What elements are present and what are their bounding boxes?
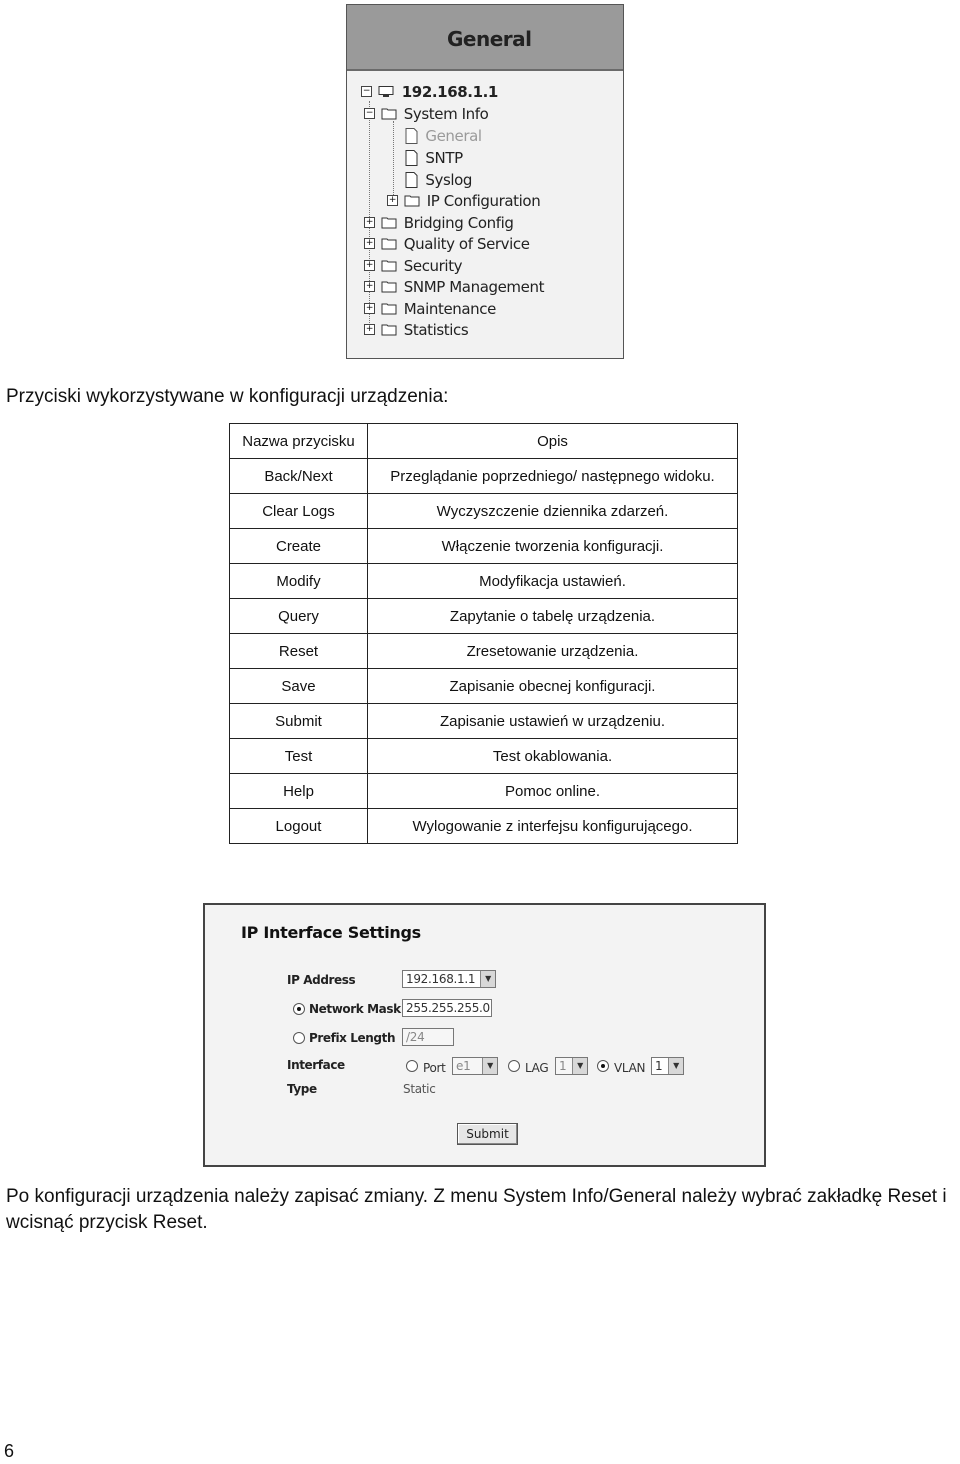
- tree-item-label: 192.168.1.1: [401, 82, 498, 101]
- ip-address-select[interactable]: [402, 970, 496, 988]
- network-mask-radio[interactable]: [293, 1003, 305, 1015]
- page-number: 6: [4, 1441, 15, 1461]
- dropdown-arrow-icon[interactable]: ▼: [480, 971, 495, 987]
- table-row: [230, 634, 738, 669]
- expand-icon[interactable]: +: [365, 281, 374, 291]
- tree-item-label: Syslog: [425, 170, 473, 189]
- table-row: [230, 459, 738, 494]
- port-value: e1: [456, 1059, 471, 1073]
- tree-item-label: Security: [403, 256, 463, 275]
- ip-address-label: IP Address: [287, 973, 356, 987]
- button-name: Logout: [230, 809, 368, 844]
- dropdown-arrow-icon[interactable]: ▼: [482, 1058, 497, 1074]
- button-name: Help: [230, 774, 368, 809]
- type-label: Type: [287, 1082, 317, 1096]
- button-desc: Pomoc online.: [368, 774, 738, 809]
- header-desc: Opis: [368, 424, 738, 459]
- table-row: [230, 564, 738, 599]
- folder-icon: [381, 280, 397, 293]
- submit-button[interactable]: Submit: [457, 1123, 518, 1145]
- folder-icon: [381, 302, 397, 315]
- tree-menu-screenshot: [346, 4, 624, 359]
- prefix-length-label: Prefix Length: [309, 1031, 396, 1045]
- expand-icon[interactable]: +: [365, 324, 374, 334]
- button-name: Create: [230, 529, 368, 564]
- expand-icon[interactable]: +: [388, 195, 397, 205]
- tree-item-ip-configuration[interactable]: [387, 190, 540, 210]
- tree-item-bridging-config[interactable]: [364, 212, 514, 232]
- port-select[interactable]: [452, 1057, 498, 1075]
- button-name: Reset: [230, 634, 368, 669]
- folder-icon: [381, 237, 397, 250]
- prefix-length-value: /24: [406, 1030, 425, 1044]
- expand-icon[interactable]: +: [365, 238, 374, 248]
- tree-item-quality-of-service[interactable]: [364, 233, 530, 253]
- section-heading: Przyciski wykorzystywane w konfiguracji urządzenia:: [6, 386, 449, 407]
- page-icon: [405, 172, 418, 188]
- table-row: [230, 704, 738, 739]
- vlan-select[interactable]: [651, 1057, 684, 1075]
- page-icon: [405, 128, 418, 144]
- button-name: Clear Logs: [230, 494, 368, 529]
- button-desc: Włączenie tworzenia konfiguracji.: [368, 529, 738, 564]
- button-name: Modify: [230, 564, 368, 599]
- tree-item-label: Statistics: [403, 320, 469, 339]
- table-row: [230, 739, 738, 774]
- tree-header: [347, 5, 623, 71]
- lag-select[interactable]: [555, 1057, 588, 1075]
- ip-form-title: IP Interface Settings: [241, 923, 421, 942]
- button-desc: Zresetowanie urządzenia.: [368, 634, 738, 669]
- folder-icon: [381, 323, 397, 336]
- type-value: Static: [403, 1082, 436, 1096]
- button-desc: Test okablowania.: [368, 739, 738, 774]
- tree-item-label: General: [425, 126, 482, 145]
- folder-icon: [381, 259, 397, 272]
- folder-icon: [381, 216, 397, 229]
- button-desc: Modyfikacja ustawień.: [368, 564, 738, 599]
- lag-radio[interactable]: [508, 1060, 520, 1072]
- button-name: Back/Next: [230, 459, 368, 494]
- folder-open-icon: [381, 107, 397, 120]
- tree-item-label: System Info: [403, 104, 489, 123]
- prefix-length-radio[interactable]: [293, 1032, 305, 1044]
- button-desc: Zapisanie obecnej konfiguracji.: [368, 669, 738, 704]
- collapse-icon[interactable]: −: [365, 108, 374, 118]
- monitor-icon: [378, 86, 394, 98]
- button-name: Query: [230, 599, 368, 634]
- table-row: [230, 669, 738, 704]
- table-row: [230, 494, 738, 529]
- network-mask-label: Network Mask: [309, 1002, 401, 1016]
- interface-label: Interface: [287, 1058, 345, 1072]
- network-mask-value: 255.255.255.0: [406, 1001, 490, 1015]
- ip-address-value: 192.168.1.1: [406, 972, 476, 986]
- button-desc: Zapisanie ustawień w urządzeniu.: [368, 704, 738, 739]
- tree-item-label: Bridging Config: [403, 213, 514, 232]
- vlan-value: 1: [655, 1059, 663, 1073]
- vlan-radio[interactable]: [597, 1060, 609, 1072]
- table-header-row: [230, 424, 738, 459]
- buttons-table: [229, 423, 738, 844]
- button-desc: Wylogowanie z interfejsu konfigurującego.: [368, 809, 738, 844]
- button-desc: Wyczyszczenie dziennika zdarzeń.: [368, 494, 738, 529]
- lag-value: 1: [559, 1059, 567, 1073]
- tree-item-snmp-management[interactable]: [364, 276, 544, 296]
- table-row: [230, 529, 738, 564]
- button-name: Test: [230, 739, 368, 774]
- tree-item-label: SNMP Management: [403, 277, 545, 296]
- tree-item-label: Quality of Service: [403, 234, 530, 253]
- table-row: [230, 809, 738, 844]
- tree-item-system-info[interactable]: [364, 103, 488, 123]
- tree-item-root[interactable]: [361, 81, 498, 101]
- tree-item-statistics[interactable]: [364, 319, 468, 339]
- dropdown-arrow-icon[interactable]: ▼: [572, 1058, 587, 1074]
- tree-header-title: General: [447, 27, 532, 51]
- lag-label: LAG: [525, 1061, 549, 1075]
- expand-icon[interactable]: +: [365, 260, 374, 270]
- port-radio[interactable]: [406, 1060, 418, 1072]
- collapse-icon[interactable]: −: [362, 86, 371, 96]
- button-name: Submit: [230, 704, 368, 739]
- button-name: Save: [230, 669, 368, 704]
- table-row: [230, 599, 738, 634]
- tree-item-general[interactable]: [405, 125, 482, 145]
- tree-item-maintenance[interactable]: [364, 298, 496, 318]
- table-row: [230, 774, 738, 809]
- port-label: Port: [423, 1061, 446, 1075]
- page-icon: [405, 150, 418, 166]
- folder-icon: [404, 194, 420, 207]
- instruction-paragraph: Po konfiguracji urządzenia należy zapisać zmiany. Z menu System Info/General należy wybrać zakładkę Reset i wcisnąć przycisk Reset.: [6, 1186, 947, 1233]
- tree-item-syslog[interactable]: [405, 169, 472, 189]
- vlan-label: VLAN: [614, 1061, 646, 1075]
- network-mask-input[interactable]: [402, 999, 492, 1017]
- tree-item-label: Maintenance: [403, 299, 496, 318]
- header-name: Nazwa przycisku: [230, 424, 368, 459]
- tree-item-sntp[interactable]: [405, 147, 463, 167]
- expand-icon[interactable]: +: [365, 303, 374, 313]
- ip-interface-screenshot: [203, 903, 766, 1167]
- tree-item-label: SNTP: [425, 148, 463, 167]
- expand-icon[interactable]: +: [365, 217, 374, 227]
- button-desc: Zapytanie o tabelę urządzenia.: [368, 599, 738, 634]
- button-desc: Przeglądanie poprzedniego/ następnego widoku.: [368, 459, 738, 494]
- prefix-length-input[interactable]: [402, 1028, 454, 1046]
- tree-item-label: IP Configuration: [426, 191, 541, 210]
- dropdown-arrow-icon[interactable]: ▼: [668, 1058, 683, 1074]
- tree-item-security[interactable]: [364, 255, 462, 275]
